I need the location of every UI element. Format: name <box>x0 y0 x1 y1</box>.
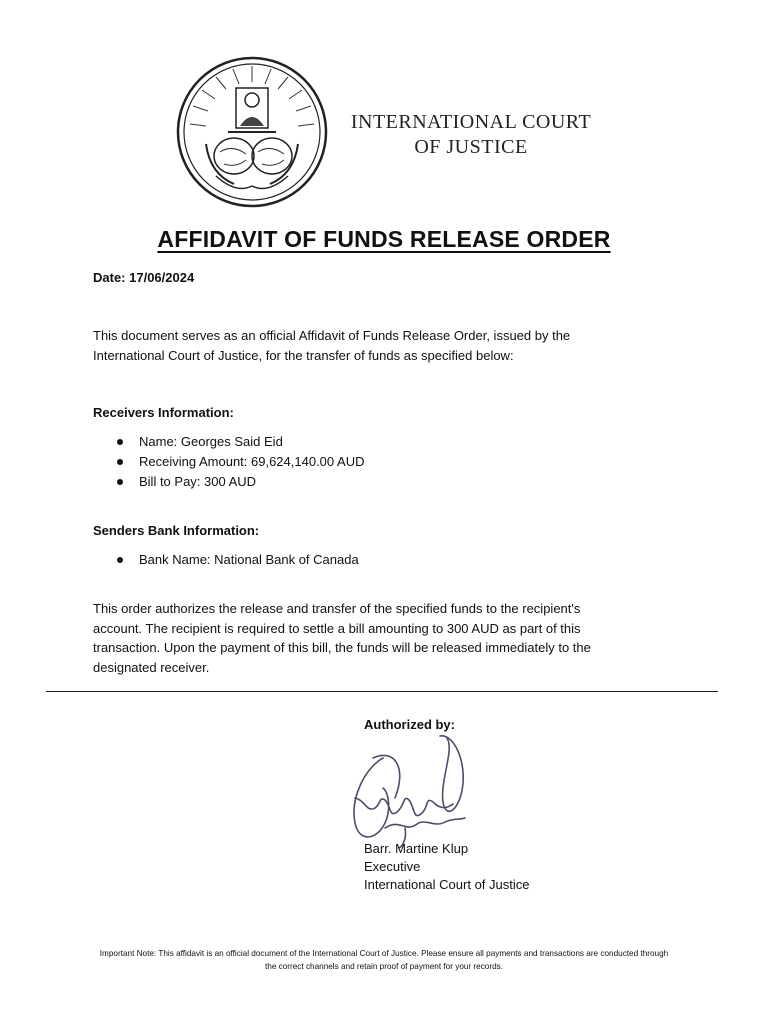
signatory-block <box>364 840 529 894</box>
signatory-name: Barr. Martine Klup <box>364 841 469 856</box>
authorized-by-label: Authorized by: <box>364 717 455 732</box>
list-item: Bank Name: National Bank of Canada <box>117 550 359 570</box>
signatory-role: Executive <box>364 859 421 874</box>
court-seal-logo <box>176 56 328 208</box>
receivers-heading: Receivers Information: <box>93 405 234 420</box>
intro-line: This document serves as an official Affidavit of Funds Release Order, issued by the <box>93 328 571 343</box>
document-date: Date: 17/06/2024 <box>93 270 195 285</box>
intro-paragraph <box>93 326 570 365</box>
document-title: AFFIDAVIT OF FUNDS RELEASE ORDER <box>157 226 611 252</box>
order-line: This order authorizes the release and transfer of the specified funds to the recipient's <box>93 601 581 616</box>
order-paragraph <box>93 599 591 677</box>
list-item: Name: Georges Said Eid <box>117 432 364 452</box>
list-item: Bill to Pay: 300 AUD <box>117 472 364 492</box>
signature <box>345 728 475 853</box>
senders-heading: Senders Bank Information: <box>93 523 260 538</box>
order-line: account. The recipient is required to settle a bill amounting to 300 AUD as part of this <box>93 620 581 636</box>
list-item: Receiving Amount: 69,624,140.00 AUD <box>117 452 364 472</box>
signatory-organization: International Court of Justice <box>364 877 530 892</box>
order-line: transaction. Upon the payment of this bill, the funds will be released immediately to the <box>93 640 591 655</box>
footer-note <box>40 947 728 973</box>
footer-line: Important Note: This affidavit is an official document of the International Court of Justice. Please ensure all payments and transactions are conducted through <box>99 949 669 958</box>
receivers-list <box>117 432 364 492</box>
court-name-line1: INTERNATIONAL COURT <box>350 111 592 133</box>
court-name-line2: OF JUSTICE <box>414 136 528 158</box>
senders-list <box>117 550 359 570</box>
order-line: designated receiver. <box>93 659 210 675</box>
intro-line: International Court of Justice, for the transfer of funds as specified below: <box>93 347 514 363</box>
footer-line: the correct channels and retain proof of payment for your records. <box>264 962 504 971</box>
divider <box>46 691 718 692</box>
